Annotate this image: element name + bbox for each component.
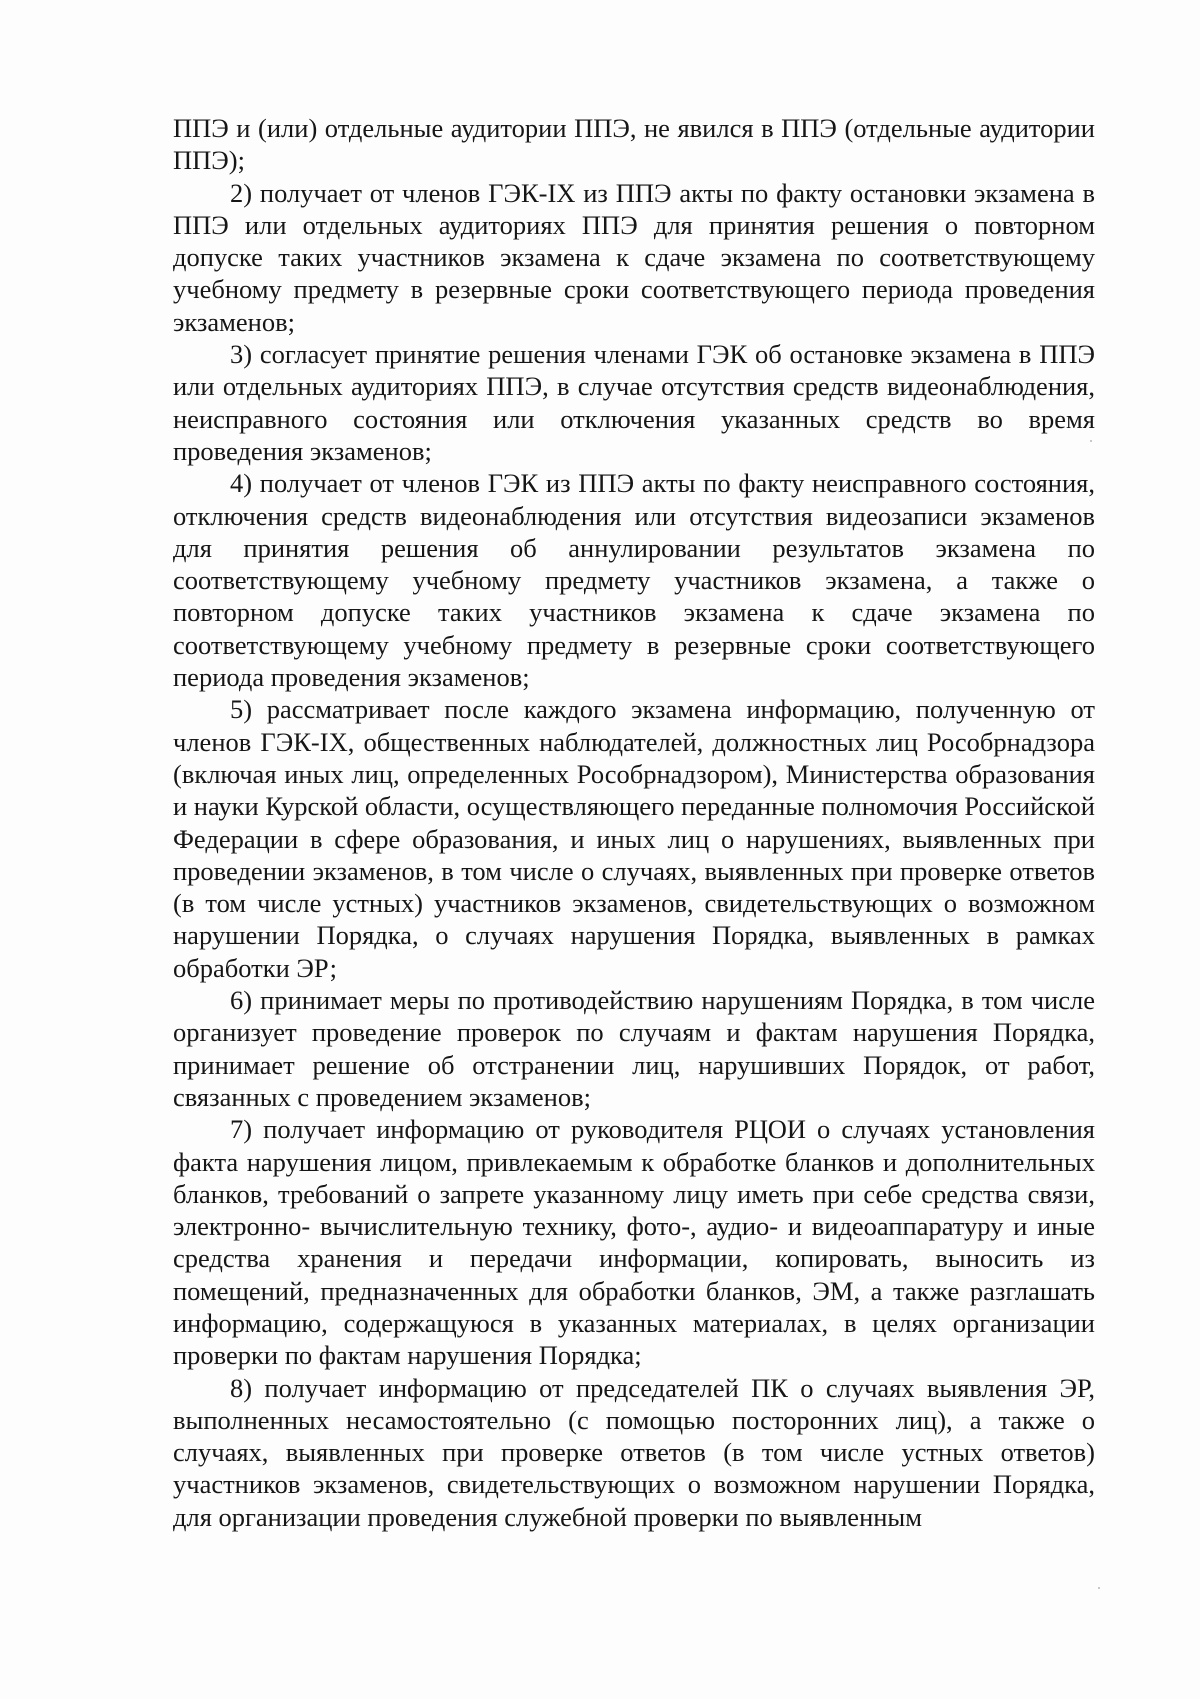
paragraph-item-5: 5) рассматривает после каждого экзамена информацию, полученную от членов ГЭК-IX, общественных наблюдателей, должностных лиц Рособрнадзора (включая иных лиц, определенных Рособрнадзором), Министерства образования и науки Курской области, осуществляющего переданные полномочия Российской Федерации в сфере образования, и иных лиц о нарушениях, выявленных при проведении экзаменов, в том числе о случаях, выявленных при проверке ответов (в том числе устных) участников экзаменов, свидетельствующих о возможном нарушении Порядка, о случаях нарушения Порядка, выявленных в рамках обработки ЭР; [173, 694, 1095, 983]
paragraph-item-3: 3) согласует принятие решения членами ГЭК об остановке экзамена в ППЭ или отдельных аудиториях ППЭ, в случае отсутствия средств видеонаблюдения, неисправного состояния или отключения указанных средств во время проведения экзаменов; [173, 339, 1095, 466]
paragraph-item-4: 4) получает от членов ГЭК из ППЭ акты по факту неисправного состояния, отключения средств видеонаблюдения или отсутствия видеозаписи экзаменов для принятия решения об аннулировании результатов экзамена по соответствующему учебному предмету участников экзамена, а также о повторном допуске таких участников экзамена к сдаче экзамена по соответствующему учебному предмету в резервные сроки соответствующего периода проведения экзаменов; [173, 468, 1095, 693]
paragraph-item-7: 7) получает информацию от руководителя РЦОИ о случаях установления факта нарушения лицом, привлекаемым к обработке бланков и дополнительных бланков, требований о запрете указанному лицу иметь при себе средства связи, электронно- вычислительную технику, фото-, аудио- и видеоаппаратуру и иные средства хранения и передачи информации, копировать, выносить из помещений, предназначенных для обработки бланков, ЭМ, а также разглашать информацию, содержащуюся в указанных материалах, в целях организации проверки по фактам нарушения Порядка; [173, 1114, 1095, 1371]
scan-artifact-dot [1098, 1587, 1100, 1589]
paragraph-item-6: 6) принимает меры по противодействию нарушениям Порядка, в том числе организует проведение проверок по случаям и фактам нарушения Порядка, принимает решение об отстранении лиц, нарушивших Порядок, от работ, связанных с проведением экзаменов; [173, 985, 1095, 1112]
paragraph-item-8: 8) получает информацию от председателей ПК о случаях выявления ЭР, выполненных несамостоятельно (с помощью посторонних лиц), а также о случаях, выявленных при проверке ответов (в том числе устных ответов) участников экзаменов, свидетельствующих о возможном нарушении Порядка, для организации проведения служебной проверки по выявленным [173, 1372, 1095, 1532]
paragraph-continuation: ППЭ и (или) отдельные аудитории ППЭ, не явился в ППЭ (отдельные аудитории ППЭ); [173, 113, 1095, 176]
paragraph-item-2: 2) получает от членов ГЭК-IX из ППЭ акты по факту остановки экзамена в ППЭ или отдельных аудиториях ППЭ для принятия решения о повторном допуске таких участников экзамена к сдаче экзамена по соответствующему учебному предмету в резервные сроки соответствующего периода проведения экзаменов; [173, 177, 1095, 337]
scan-artifact-dot [1090, 440, 1092, 442]
document-body [173, 112, 1095, 1533]
